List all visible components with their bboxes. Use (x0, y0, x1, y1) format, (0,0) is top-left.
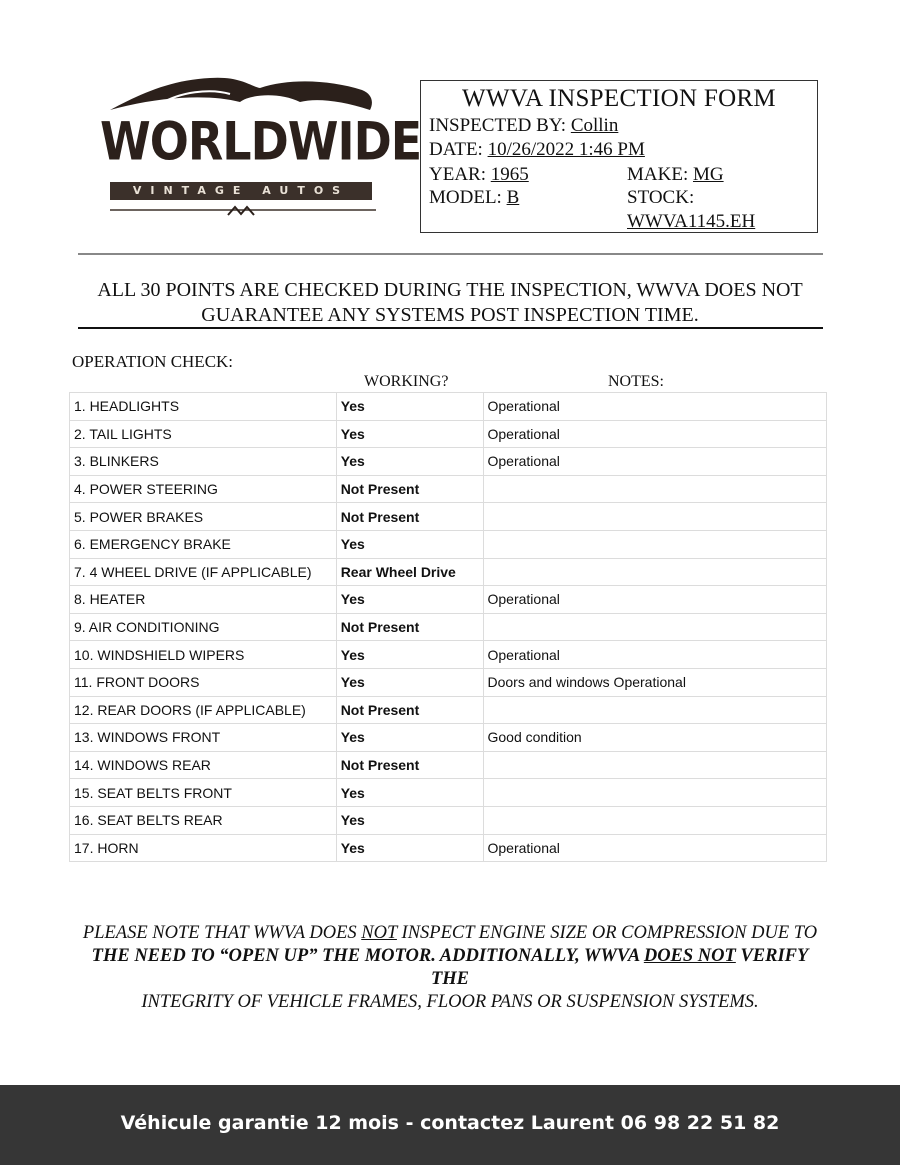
table-row (70, 558, 827, 586)
column-header-notes: NOTES: (608, 373, 664, 390)
date-value: 10/26/2022 1:46 PM (487, 139, 645, 160)
disclaimer-emphasis: DOES NOT (643, 946, 736, 966)
form-title: WWVA INSPECTION FORM (462, 85, 776, 112)
check-item-label: 12. REAR DOORS (IF APPLICABLE) (70, 696, 337, 724)
table-row (70, 668, 827, 696)
check-working-status: Rear Wheel Drive (336, 558, 483, 586)
model-label: MODEL: (429, 187, 502, 208)
form-header-box (420, 80, 818, 233)
check-working-status: Yes (336, 834, 483, 862)
year-field (429, 164, 529, 186)
disclaimer (75, 922, 825, 1014)
check-item-label: 7. 4 WHEEL DRIVE (IF APPLICABLE) (70, 558, 337, 586)
check-notes (483, 503, 827, 531)
check-notes: Good condition (483, 724, 827, 752)
check-item-label: 1. HEADLIGHTS (70, 393, 337, 421)
check-item-label: 5. POWER BRAKES (70, 503, 337, 531)
check-item-label: 4. POWER STEERING (70, 475, 337, 503)
table-row (70, 586, 827, 614)
check-notes: Operational (483, 641, 827, 669)
check-item-label: 8. HEATER (70, 586, 337, 614)
check-item-label: 6. EMERGENCY BRAKE (70, 530, 337, 558)
notice-line-2: GUARANTEE ANY SYSTEMS POST INSPECTION TIME. (201, 304, 699, 326)
footer-banner: Véhicule garantie 12 mois - contactez Laurent 06 98 22 51 82 (0, 1085, 900, 1165)
check-notes: Operational (483, 393, 827, 421)
table-row (70, 420, 827, 448)
check-working-status: Yes (336, 448, 483, 476)
column-header-working: WORKING? (364, 373, 449, 390)
disclaimer-text: PLEASE NOTE THAT WWVA DOES (82, 923, 362, 943)
stock-value: WWVA1145.EH (627, 211, 756, 232)
check-working-status: Yes (336, 420, 483, 448)
check-working-status: Yes (336, 779, 483, 807)
check-item-label: 13. WINDOWS FRONT (70, 724, 337, 752)
notice-line-1: ALL 30 POINTS ARE CHECKED DURING THE INSPECTION, WWVA DOES NOT (97, 279, 803, 301)
disclaimer-line-1 (75, 922, 825, 945)
check-item-label: 3. BLINKERS (70, 448, 337, 476)
year-label: YEAR: (429, 164, 486, 185)
check-notes (483, 558, 827, 586)
check-item-label: 2. TAIL LIGHTS (70, 420, 337, 448)
table-row (70, 393, 827, 421)
check-working-status: Yes (336, 530, 483, 558)
check-working-status: Not Present (336, 696, 483, 724)
disclaimer-line-2 (75, 945, 825, 991)
check-item-label: 11. FRONT DOORS (70, 668, 337, 696)
inspected-by-value: Collin (570, 115, 619, 136)
check-notes (483, 751, 827, 779)
table-row (70, 613, 827, 641)
check-item-label: 16. SEAT BELTS REAR (70, 806, 337, 834)
table-row (70, 530, 827, 558)
check-working-status: Yes (336, 641, 483, 669)
table-row (70, 641, 827, 669)
inspected-by-field (429, 115, 618, 137)
check-working-status: Yes (336, 724, 483, 752)
check-notes (483, 530, 827, 558)
date-label: DATE: (429, 139, 483, 160)
date-field (429, 139, 645, 161)
disclaimer-line-3: INTEGRITY OF VEHICLE FRAMES, FLOOR PANS OR SUSPENSION SYSTEMS. (141, 992, 759, 1012)
disclaimer-text: INSPECT ENGINE SIZE OR COMPRESSION DUE TO (396, 923, 818, 943)
check-working-status: Not Present (336, 503, 483, 531)
table-row (70, 806, 827, 834)
make-value: MG (692, 164, 724, 185)
table-row (70, 724, 827, 752)
operation-check-title: OPERATION CHECK: (72, 352, 234, 371)
table-row (70, 696, 827, 724)
make-label: MAKE: (627, 164, 689, 185)
check-working-status: Not Present (336, 751, 483, 779)
model-field (429, 187, 519, 209)
check-notes: Operational (483, 834, 827, 862)
table-row (70, 475, 827, 503)
check-item-label: 17. HORN (70, 834, 337, 862)
divider (78, 327, 823, 329)
check-notes (483, 696, 827, 724)
disclaimer-emphasis: NOT (361, 923, 397, 943)
check-working-status: Yes (336, 393, 483, 421)
check-notes (483, 806, 827, 834)
inspection-notice (80, 278, 820, 328)
logo-tagline: VINTAGE AUTOS (110, 182, 372, 200)
table-row (70, 834, 827, 862)
make-field (627, 164, 724, 186)
check-working-status: Yes (336, 806, 483, 834)
logo-wordmark: WORLDWIDE (100, 109, 422, 173)
check-working-status: Yes (336, 668, 483, 696)
table-row (70, 448, 827, 476)
check-notes: Operational (483, 420, 827, 448)
model-value: B (506, 187, 520, 208)
stock-label: STOCK: (627, 187, 695, 208)
table-row (70, 751, 827, 779)
check-notes (483, 613, 827, 641)
company-logo (100, 72, 422, 222)
table-row (70, 779, 827, 807)
check-item-label: 9. AIR CONDITIONING (70, 613, 337, 641)
check-notes: Doors and windows Operational (483, 668, 827, 696)
check-notes (483, 475, 827, 503)
check-notes (483, 779, 827, 807)
disclaimer-text: THE NEED TO “OPEN UP” THE MOTOR. ADDITIONALLY, WWVA (91, 946, 644, 966)
table-row (70, 503, 827, 531)
check-working-status: Not Present (336, 613, 483, 641)
operation-check-table (69, 392, 827, 862)
check-item-label: 14. WINDOWS REAR (70, 751, 337, 779)
divider (78, 253, 823, 255)
check-item-label: 15. SEAT BELTS FRONT (70, 779, 337, 807)
year-value: 1965 (490, 164, 529, 185)
disclaimer-text: VERIFY THE (430, 946, 809, 989)
check-item-label: 10. WINDSHIELD WIPERS (70, 641, 337, 669)
check-working-status: Yes (336, 586, 483, 614)
check-notes: Operational (483, 448, 827, 476)
check-working-status: Not Present (336, 475, 483, 503)
check-notes: Operational (483, 586, 827, 614)
inspected-by-label: INSPECTED BY: (429, 115, 567, 136)
